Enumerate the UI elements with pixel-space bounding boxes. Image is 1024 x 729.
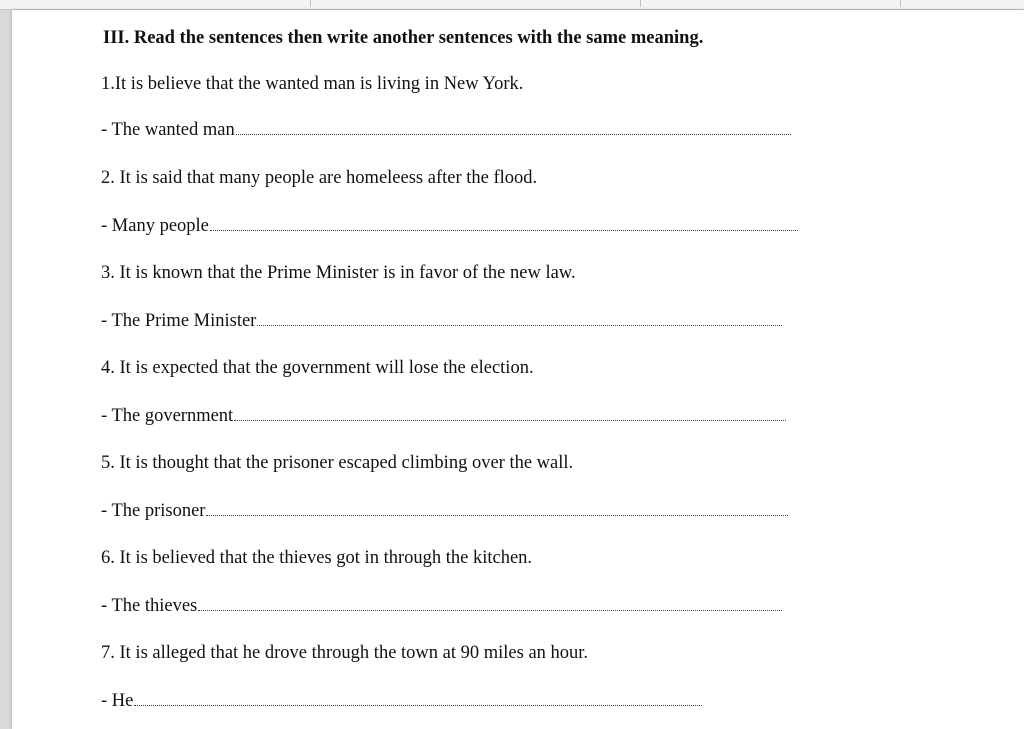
item-3-prompt: - The Prime Minister xyxy=(101,311,257,331)
item-3-sentence: 3. It is known that the Prime Minister is in favor of the new law. xyxy=(101,263,576,283)
item-3-blank[interactable] xyxy=(257,324,782,326)
item-2-blank[interactable] xyxy=(210,229,798,231)
ribbon-group-separator xyxy=(310,0,311,7)
item-1-blank[interactable] xyxy=(236,133,791,135)
word-ribbon-strip xyxy=(0,0,1024,10)
item-6-sentence: 6. It is believed that the thieves got in through the kitchen. xyxy=(101,548,533,568)
exercise-heading: III. Read the sentences then write another sentences with the same meaning. xyxy=(103,28,704,48)
ribbon-group-separator xyxy=(640,0,641,7)
item-5-sentence: 5. It is thought that the prisoner escaped climbing over the wall. xyxy=(101,453,574,473)
item-7-prompt: - He xyxy=(101,691,134,711)
item-5-prompt: - The prisoner xyxy=(101,501,206,521)
item-3-answer-line[interactable] xyxy=(101,311,782,332)
item-1-answer-line[interactable] xyxy=(101,120,791,141)
item-2-prompt: - Many people xyxy=(101,216,209,236)
ribbon-group-separator xyxy=(900,0,901,7)
item-4-answer-line[interactable] xyxy=(101,406,786,427)
item-2-sentence: 2. It is said that many people are homeleess after the flood. xyxy=(101,168,538,188)
item-7-sentence: 7. It is alleged that he drove through the town at 90 miles an hour. xyxy=(101,643,589,663)
item-4-sentence: 4. It is expected that the government will lose the election. xyxy=(101,358,534,378)
item-6-prompt: - The thieves xyxy=(101,596,198,616)
item-6-blank[interactable] xyxy=(198,609,782,611)
item-1-sentence: 1.It is believe that the wanted man is living in New York. xyxy=(101,74,524,94)
item-6-answer-line[interactable] xyxy=(101,596,782,617)
item-5-blank[interactable] xyxy=(206,514,788,516)
item-4-blank[interactable] xyxy=(234,419,786,421)
item-2-answer-line[interactable] xyxy=(101,216,798,237)
document-page[interactable] xyxy=(12,10,1024,729)
item-7-answer-line[interactable] xyxy=(101,691,702,712)
item-7-blank[interactable] xyxy=(134,704,702,706)
item-1-prompt: - The wanted man xyxy=(101,120,235,140)
item-5-answer-line[interactable] xyxy=(101,501,788,522)
item-4-prompt: - The government xyxy=(101,406,234,426)
